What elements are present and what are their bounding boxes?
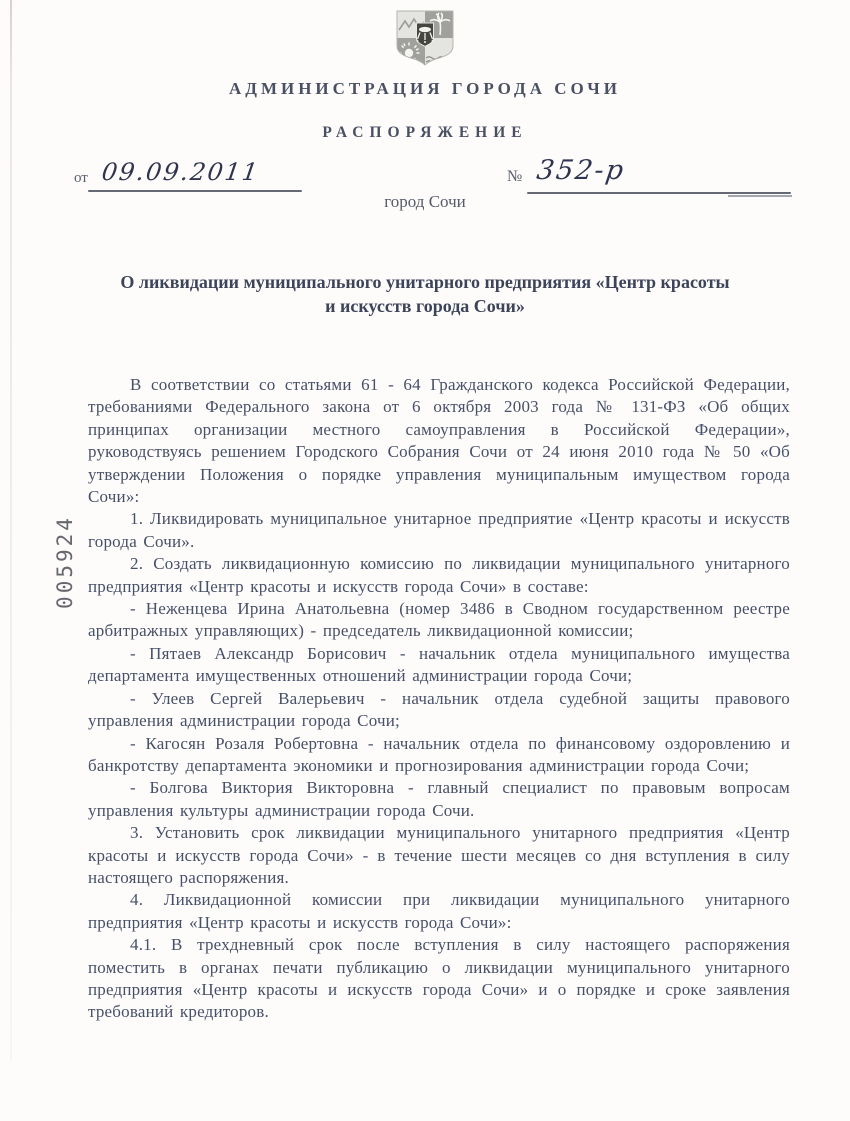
document-type-heading: РАСПОРЯЖЕНИЕ <box>322 124 528 141</box>
document-title-line-1: О ликвидации муниципального унитарного предприятия «Центр красоты <box>120 272 730 292</box>
document-body <box>88 374 790 1024</box>
document-paragraph: 1. Ликвидировать муниципальное унитарное предприятие «Центр красоты и искусств города Сочи». <box>88 509 790 551</box>
date-label: от <box>74 170 88 186</box>
document-title-line-2: и искусств города Сочи» <box>325 296 525 316</box>
document-paragraph: - Болгова Виктория Викторовна - главный специалист по правовым вопросам управления культуры администрации города Сочи. <box>88 778 790 820</box>
document-paragraph: - Неженцева Ирина Анатольевна (номер 3486 в Сводном государственном реестре арбитражных управляющих) - председатель ликвидационной комиссии; <box>88 599 790 641</box>
scan-edge-artifact <box>10 0 12 1062</box>
document-paragraph: - Улеев Сергей Валерьевич - начальник отдела судебной защиты правового управления администрации города Сочи; <box>88 688 790 731</box>
document-paragraph: 4. Ликвидационной комиссии при ликвидации муниципального унитарного предприятия «Центр красоты и искусств города Сочи»: <box>88 890 790 932</box>
document-paragraph: 2. Создать ликвидационную комиссию по ликвидации муниципального унитарного предприятия «Центр красоты и искусств города Сочи» в составе: <box>88 554 790 596</box>
document-title <box>60 270 790 318</box>
document-paragraph: 3. Установить срок ликвидации муниципального унитарного предприятия «Центр красоты и искусств города Сочи» - в течение шести месяцев со дня вступления в силу настоящего распоряжения. <box>88 823 790 887</box>
document-paragraph: В соответствии со статьями 61 - 64 Гражданского кодекса Российской Федерации, требованиями Федерального закона от 6 октября 2003 года № 131-ФЗ «Об общих принципах организации местного самоуправления в Российской Федерации», руководствуясь решением Городского Собрания Сочи от 24 июня 2010 года № 50 «Об утверждении Положения о порядке управления муниципальным имуществом города Сочи»: <box>88 375 790 507</box>
sochi-coat-of-arms-icon <box>393 8 457 68</box>
handwritten-number: 352-р <box>534 155 628 186</box>
handwritten-date: 09.09.2011 <box>100 158 262 186</box>
document-paragraph: - Пятаев Александр Борисович - начальник отдела муниципального имущества департамента имущественных отношений администрации города Сочи; <box>88 643 790 686</box>
place-line: город Сочи <box>384 192 466 211</box>
organization-name: АДМИНИСТРАЦИЯ ГОРОДА СОЧИ <box>228 79 622 98</box>
registration-stamp-number: 005924 <box>53 515 77 609</box>
document-paragraph: 4.1. В трехдневный срок после вступления в силу настоящего распоряжения поместить в органах печати публикацию о ликвидации муниципального унитарного предприятия «Центр красоты и искусств города Сочи» и о порядке и сроке заявления требований кредиторов. <box>88 935 790 1022</box>
fountain-icon <box>417 23 434 47</box>
document-paragraph: - Кагосян Розаля Робертовна - начальник отдела по финансовому оздоровлению и банкротству департамента экономики и прогнозирования администрации города Сочи; <box>88 733 790 775</box>
number-label: № <box>507 168 523 185</box>
